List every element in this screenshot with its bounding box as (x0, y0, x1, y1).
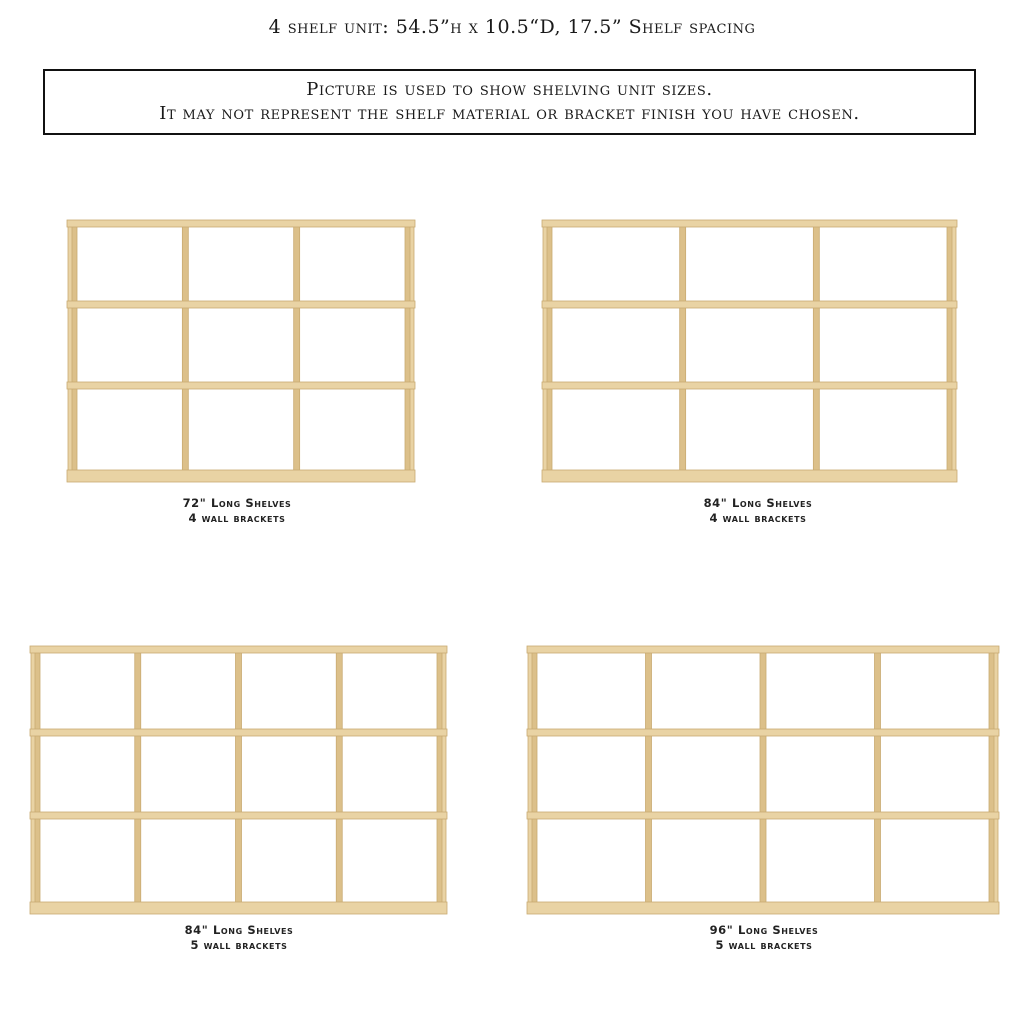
shelf-length-label: 96" Long Shelves (709, 923, 819, 937)
shelf-unit-drawing-4 (527, 646, 999, 914)
wall-bracket (294, 222, 300, 478)
wall-bracket (135, 648, 141, 910)
shelf-board (527, 646, 999, 653)
disclaimer-box (43, 69, 976, 135)
wall-bracket (680, 222, 686, 478)
bracket-count-label: 4 wall brackets (709, 511, 807, 525)
shelf-unit-illustration-4 (527, 646, 999, 914)
bracket-edge (68, 226, 72, 474)
shelf-unit-illustration-2 (542, 220, 957, 482)
wall-bracket (646, 648, 652, 910)
shelf-board (30, 729, 447, 736)
bracket-edge (442, 652, 446, 906)
bottom-shelf (67, 470, 415, 482)
shelf-board (67, 220, 415, 227)
shelf-board (542, 382, 957, 389)
bracket-count-label: 5 wall brackets (715, 938, 813, 952)
shelf-unit-drawing-3 (30, 646, 447, 914)
wall-bracket (813, 222, 819, 478)
wall-bracket (182, 222, 188, 478)
bracket-edge (31, 652, 35, 906)
shelf-board (527, 729, 999, 736)
shelf-unit-illustration-1 (67, 220, 415, 482)
page-title: 4 shelf unit: 54.5”h x 10.5“D, 17.5” Shelf spacing (268, 16, 756, 38)
disclaimer-line-2: It may not represent the shelf material or bracket finish you have chosen. (159, 103, 860, 124)
bracket-count-label: 5 wall brackets (190, 938, 288, 952)
shelf-board (542, 220, 957, 227)
shelf-board (542, 301, 957, 308)
shelf-unit-drawing-1 (67, 220, 415, 482)
bottom-shelf (527, 902, 999, 914)
shelf-unit-caption-3 (89, 923, 389, 953)
shelf-unit-illustration-3 (30, 646, 447, 914)
shelf-board (67, 382, 415, 389)
bracket-edge (543, 226, 547, 474)
bracket-edge (952, 226, 956, 474)
shelf-board (67, 301, 415, 308)
wall-bracket (236, 648, 242, 910)
shelf-length-label: 72" Long Shelves (182, 496, 292, 510)
wall-bracket (336, 648, 342, 910)
bottom-shelf (30, 902, 447, 914)
shelf-board (30, 646, 447, 653)
shelf-unit-caption-2 (608, 496, 908, 526)
shelf-unit-caption-4 (614, 923, 914, 953)
shelf-length-label: 84" Long Shelves (184, 923, 294, 937)
disclaimer-line-1: Picture is used to show shelving unit sizes. (306, 79, 713, 100)
shelf-board (30, 812, 447, 819)
bracket-edge (994, 652, 998, 906)
bracket-edge (410, 226, 414, 474)
wall-bracket (760, 648, 766, 910)
shelf-length-label: 84" Long Shelves (703, 496, 813, 510)
shelf-unit-caption-1 (87, 496, 387, 526)
bottom-shelf (542, 470, 957, 482)
shelf-unit-drawing-2 (542, 220, 957, 482)
wall-bracket (875, 648, 881, 910)
bracket-count-label: 4 wall brackets (188, 511, 286, 525)
bracket-edge (528, 652, 532, 906)
shelf-board (527, 812, 999, 819)
